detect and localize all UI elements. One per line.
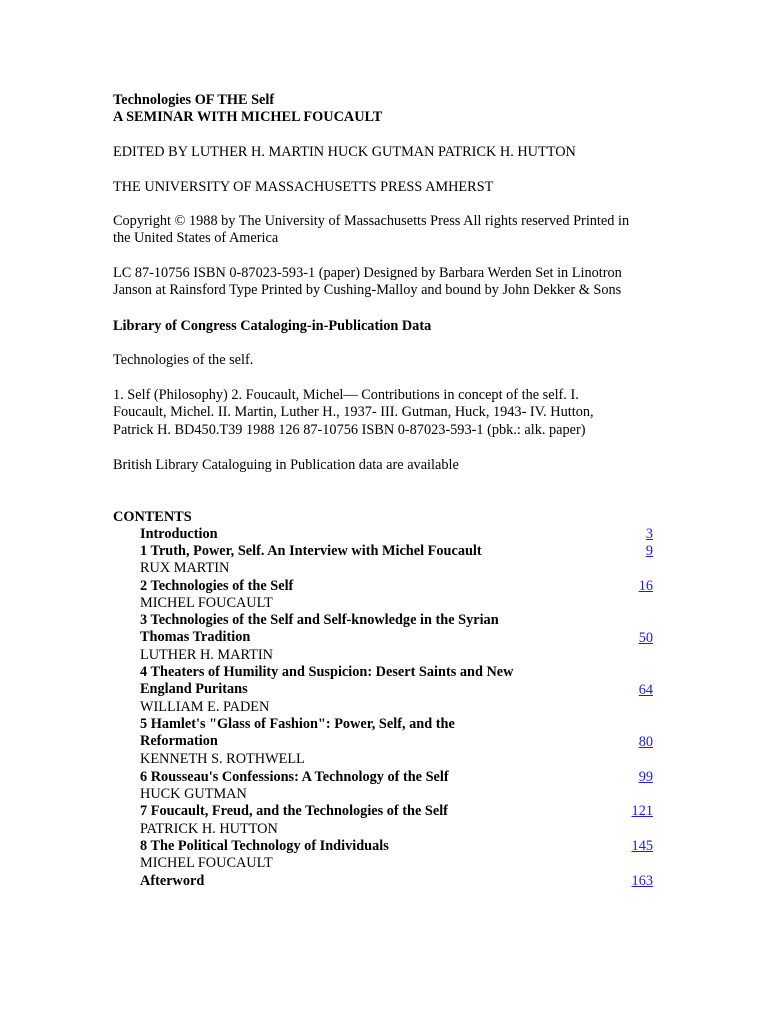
toc-author-chapter-2: MICHEL FOUCAULT (140, 595, 273, 611)
toc-title-chapter-1: 1 Truth, Power, Self. An Interview with Michel Foucault (140, 543, 482, 559)
toc-author-chapter-6: HUCK GUTMAN (140, 786, 247, 802)
editors-line: EDITED BY LUTHER H. MARTIN HUCK GUTMAN PATRICK H. HUTTON (113, 144, 576, 160)
toc-page-link-chapter-8[interactable]: 145 (631, 838, 653, 854)
toc-page-link-chapter-2[interactable]: 16 (638, 578, 653, 594)
toc-title-chapter-6: 6 Rousseau's Confessions: A Technology of the Self (140, 769, 449, 785)
toc-title-chapter-8: 8 The Political Technology of Individuals (140, 838, 389, 854)
cip-heading: Library of Congress Cataloging-in-Publication Data (113, 318, 432, 334)
toc-page-link-chapter-3[interactable]: 50 (638, 630, 653, 646)
cip-entry: 1. Self (Philosophy) 2. Foucault, Michel— Contributions in concept of the self. I. Foucault, Michel. II. Martin, Luther H., 1937- III. Gutman, Huck, 1943- IV. Hutton, Patrick H. BD450.T39 1988 126 87-10756 ISBN 0-87023-593-1 (pbk.: alk. paper) (113, 387, 594, 438)
book-title-line1: Technologies OF THE Self (113, 92, 275, 108)
contents-heading: CONTENTS (113, 509, 192, 525)
toc-page-link-afterword[interactable]: 163 (631, 873, 653, 889)
toc-page-link-introduction[interactable]: 3 (645, 526, 653, 542)
toc-title-chapter-3: 3 Technologies of the Self and Self-knowledge in the Syrian Thomas Tradition (140, 612, 499, 646)
toc-author-chapter-5: KENNETH S. ROTHWELL (140, 751, 305, 767)
toc-title-chapter-7: 7 Foucault, Freud, and the Technologies of the Self (140, 803, 448, 819)
toc-page-link-chapter-4[interactable]: 64 (638, 682, 653, 698)
toc-title-chapter-2: 2 Technologies of the Self (140, 578, 294, 594)
copyright-notice: Copyright © 1988 by The University of Massachusetts Press All rights reserved Printed in the United States of America (113, 213, 630, 247)
publisher-line: THE UNIVERSITY OF MASSACHUSETTS PRESS AMHERST (113, 179, 494, 195)
toc-title-introduction: Introduction (140, 526, 218, 542)
cip-title: Technologies of the self. (113, 352, 254, 368)
toc-author-chapter-4: WILLIAM E. PADEN (140, 699, 270, 715)
toc-title-afterword: Afterword (140, 873, 205, 889)
toc-page-link-chapter-1[interactable]: 9 (645, 543, 653, 559)
toc-author-chapter-1: RUX MARTIN (140, 560, 230, 576)
book-title-line2: A SEMINAR WITH MICHEL FOUCAULT (113, 109, 383, 125)
toc-title-chapter-4: 4 Theaters of Humility and Suspicion: Desert Saints and New England Puritans (140, 664, 514, 698)
toc-author-chapter-3: LUTHER H. MARTIN (140, 647, 273, 663)
british-library-note: British Library Cataloguing in Publication data are available (113, 457, 459, 473)
toc-author-chapter-8: MICHEL FOUCAULT (140, 855, 273, 871)
toc-page-link-chapter-6[interactable]: 99 (638, 769, 653, 785)
production-credits: LC 87-10756 ISBN 0-87023-593-1 (paper) Designed by Barbara Werden Set in Linotron Janson at Rainsford Type Printed by Cushing-Malloy and bound by John Dekker & Sons (113, 265, 622, 299)
toc-page-link-chapter-7[interactable]: 121 (631, 803, 653, 819)
toc-page-link-chapter-5[interactable]: 80 (638, 734, 653, 750)
toc-title-chapter-5: 5 Hamlet's "Glass of Fashion": Power, Self, and the Reformation (140, 716, 455, 750)
toc-author-chapter-7: PATRICK H. HUTTON (140, 821, 278, 837)
